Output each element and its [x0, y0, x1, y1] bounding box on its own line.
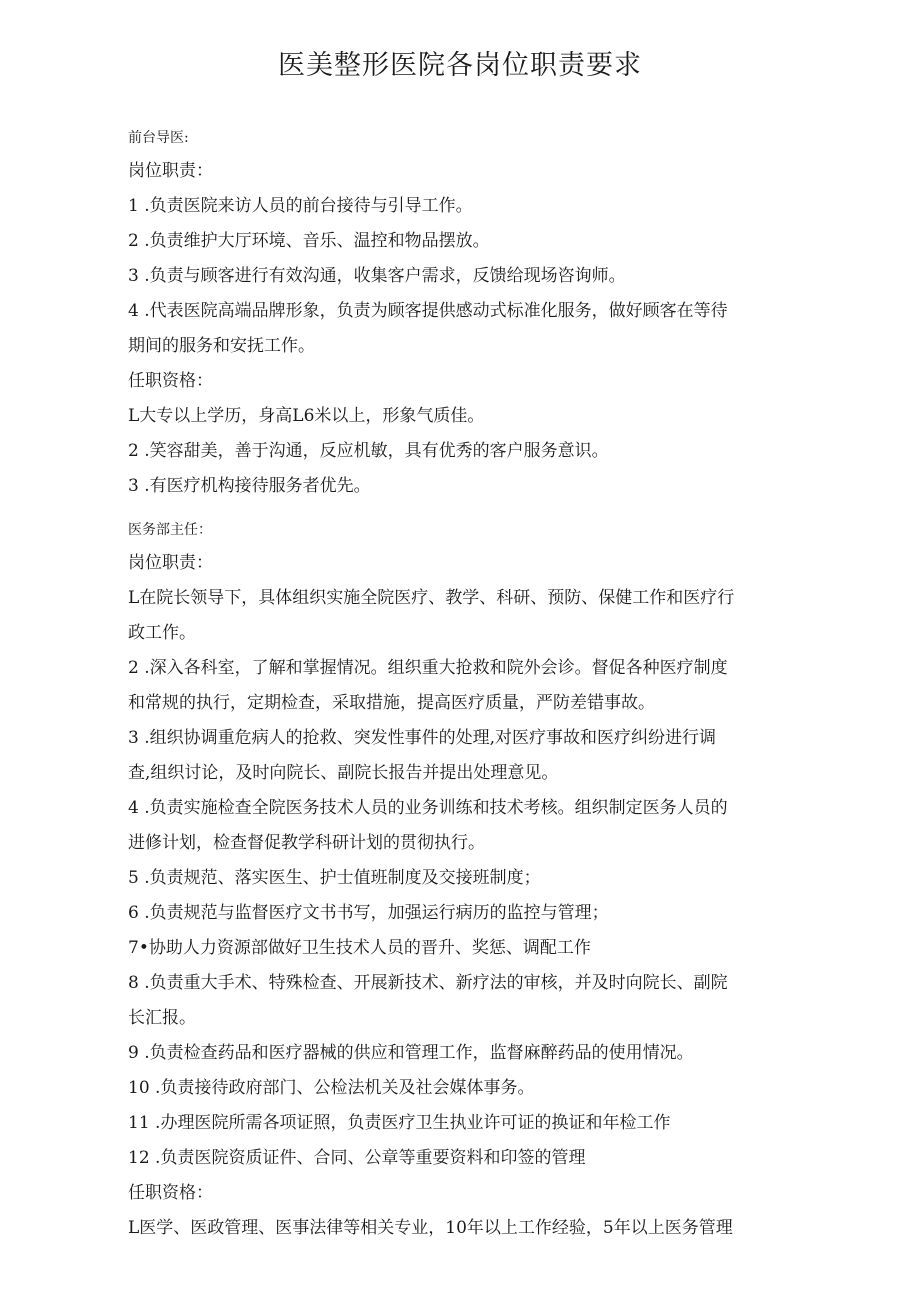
list-item: 12 .负责医院资质证件、合同、公章等重要资料和印签的管理 [128, 1148, 586, 1168]
list-item-continuation: 期间的服务和安抚工作。 [128, 336, 315, 356]
list-item-continuation: 长汇报。 [128, 1008, 196, 1028]
section-medical-director [128, 520, 796, 1246]
list-item: 11 .办理医院所需各项证照，负责医疗卫生执业许可证的换证和年检工作 [128, 1113, 671, 1133]
list-item: 3 .有医疗机构接待服务者优先。 [128, 476, 371, 496]
list-item: 7•协助人力资源部做好卫生技术人员的晋升、奖惩、调配工作 [128, 938, 591, 958]
responsibilities-label: 岗位职责： [128, 553, 213, 573]
list-item: 4 .代表医院高端品牌形象，负责为顾客提供感动式标准化服务，做好顾客在等待 [128, 301, 728, 321]
list-item: 1 .负责医院来访人员的前台接待与引导工作。 [128, 196, 473, 216]
section-heading: 医务部主任： [128, 522, 212, 538]
list-item: 10 .负责接待政府部门、公检法机关及社会媒体事务。 [128, 1078, 535, 1098]
list-item: L医学、医政管理、医事法律等相关专业，10年以上工作经验，5年以上医务管理 [128, 1218, 733, 1238]
list-item: 2 .笑容甜美，善于沟通，反应机敏，具有优秀的客户服务意识。 [128, 441, 609, 461]
list-item: 5 .负责规范、落实医生、护士值班制度及交接班制度； [128, 868, 541, 888]
qualifications-label: 任职资格： [128, 1183, 213, 1203]
section-heading: 前台导医: [128, 130, 189, 146]
list-item: 3 .组织协调重危病人的抢救、突发性事件的处理,对医疗事故和医疗纠纷进行调 [128, 728, 717, 748]
list-item: L在院长领导下，具体组织实施全院医疗、教学、科研、预防、保健工作和医疗行 [128, 588, 735, 608]
list-item: 4 .负责实施检查全院医务技术人员的业务训练和技术考核。组织制定医务人员的 [128, 798, 728, 818]
document-title: 医美整形医院各岗位职责要求 [278, 50, 642, 81]
list-item: L大专以上学历，身高L6米以上，形象气质佳。 [128, 406, 485, 426]
list-item-continuation: 政工作。 [128, 623, 196, 643]
document-body [128, 128, 796, 1246]
list-item: 9 .负责检查药品和医疗器械的供应和管理工作，监督麻醉药品的使用情况。 [128, 1043, 694, 1063]
section-front-desk [128, 128, 796, 504]
list-item: 2 .深入各科室，了解和掌握情况。组织重大抢救和院外会诊。督促各种医疗制度 [128, 658, 728, 678]
qualifications-label: 任职资格： [128, 371, 213, 391]
list-item-continuation: 和常规的执行，定期检查，采取措施，提高医疗质量，严防差错事故。 [128, 693, 655, 713]
responsibilities-label: 岗位职责： [128, 161, 213, 181]
list-item: 8 .负责重大手术、特殊检查、开展新技术、新疗法的审核，并及时向院长、副院 [128, 973, 728, 993]
list-item: 2 .负责维护大厅环境、音乐、温控和物品摆放。 [128, 231, 490, 251]
list-item: 6 .负责规范与监督医疗文书书写，加强运行病历的监控与管理； [128, 903, 609, 923]
list-item-continuation: 进修计划，检查督促教学科研计划的贯彻执行。 [128, 833, 485, 853]
list-item-continuation: 查,组织讨论，及时向院长、副院长报告并提出处理意见。 [128, 763, 559, 783]
list-item: 3 .负责与顾客进行有效沟通，收集客户需求，反馈给现场咨询师。 [128, 266, 626, 286]
